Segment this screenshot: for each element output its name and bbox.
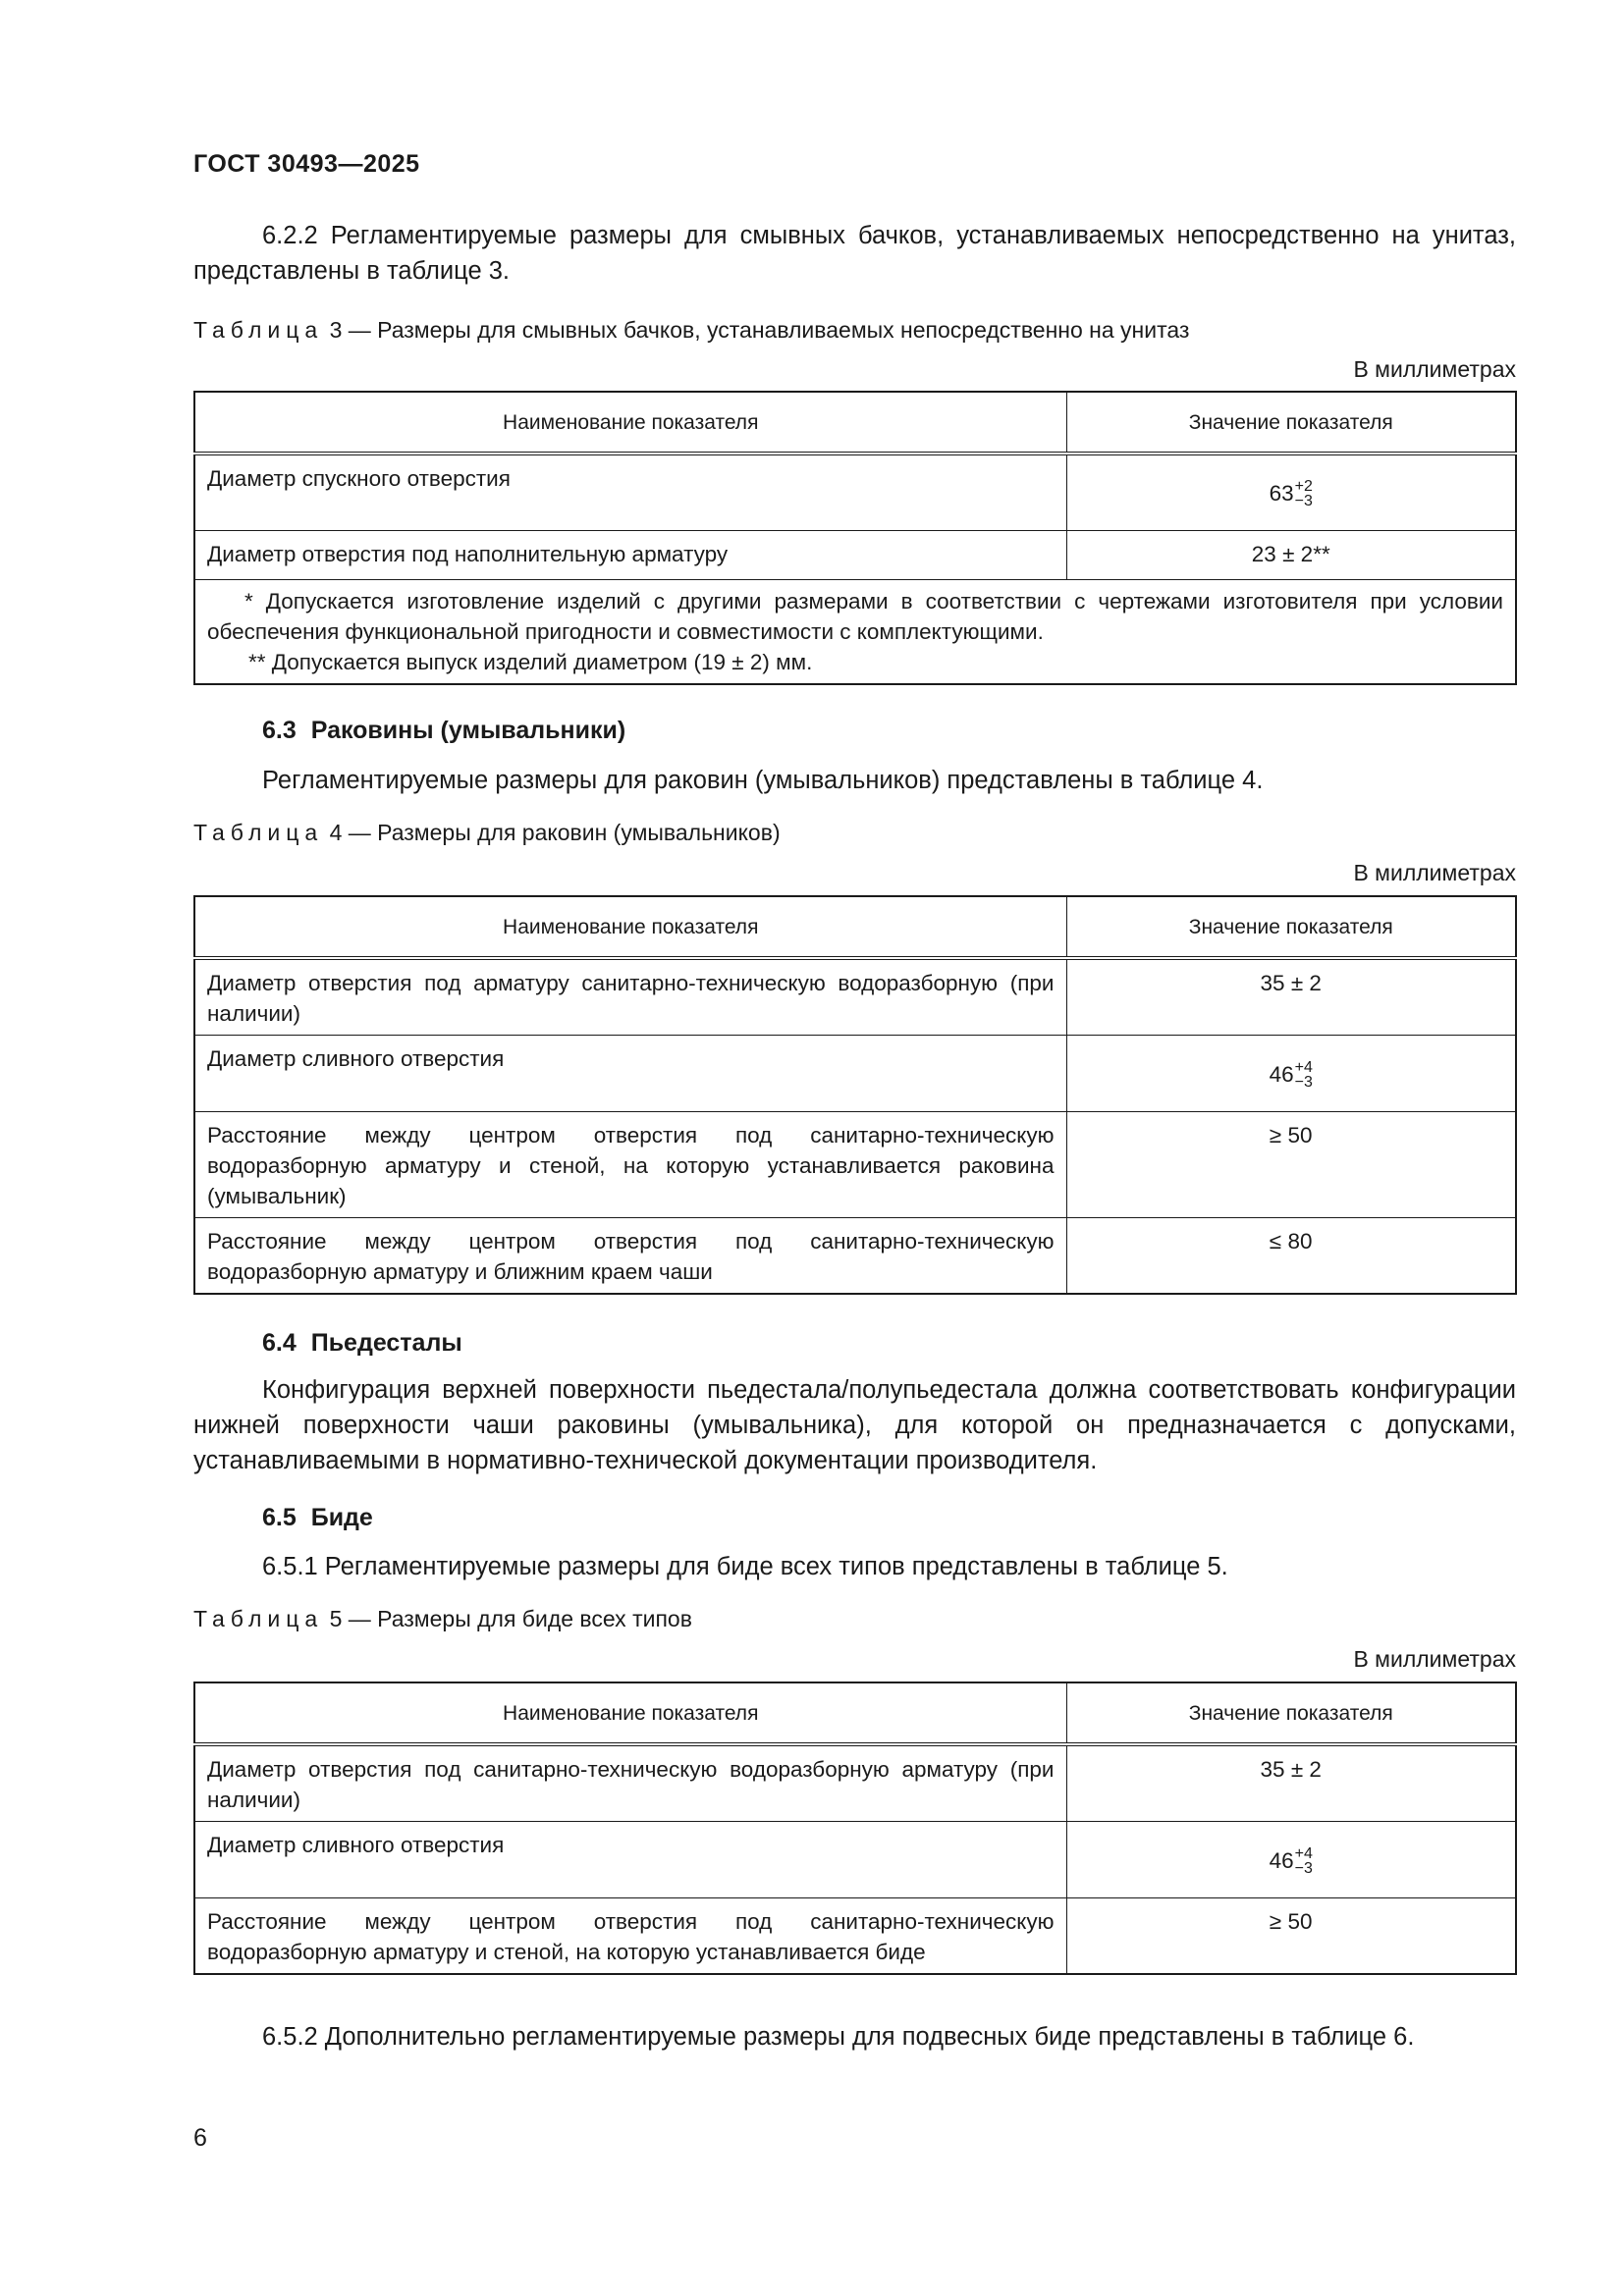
value-base: 46 bbox=[1269, 1848, 1294, 1873]
table-5-caption bbox=[193, 1606, 692, 1632]
value-base: 63 bbox=[1269, 481, 1294, 507]
section-title: Раковины (умывальники) bbox=[310, 717, 626, 744]
column-header-value: Значение показателя bbox=[1066, 1682, 1516, 1744]
table-row bbox=[194, 1744, 1516, 1822]
paragraph-text: Конфигурация верхней поверхности пьедестала/полупьедестала должна соответствовать конфигурации нижней поверхности чаши раковины (умывальника), для которой он предназначается с допусками, устанавливаемыми в нормативно-технической документации производителя. bbox=[193, 1376, 1516, 1474]
table-row bbox=[194, 530, 1516, 579]
table-caption-text: 5 — Размеры для биде всех типов bbox=[329, 1606, 692, 1631]
paragraph-6-3 bbox=[193, 763, 1516, 798]
paragraph-6-5-1 bbox=[193, 1549, 1516, 1584]
tolerance-upper: +4 bbox=[1294, 1058, 1313, 1076]
column-header-value: Значение показателя bbox=[1066, 392, 1516, 454]
section-title: Пьедесталы bbox=[310, 1329, 462, 1357]
table-row bbox=[194, 1036, 1516, 1112]
paragraph-text: Регламентируемые размеры для раковин (умывальников) представлены в таблице 4. bbox=[262, 767, 1264, 794]
row-value: 35 ± 2 bbox=[1066, 958, 1516, 1036]
tolerance-lower: −3 bbox=[1294, 1859, 1313, 1877]
column-header-name: Наименование показателя bbox=[194, 392, 1066, 454]
tolerance-lower: −3 bbox=[1294, 1073, 1313, 1091]
table-4-units: В миллиметрах bbox=[1353, 860, 1516, 885]
paragraph-6-5-2 bbox=[193, 2019, 1516, 2055]
page-number: 6 bbox=[193, 2124, 207, 2152]
table-row bbox=[194, 1218, 1516, 1295]
column-header-value: Значение показателя bbox=[1066, 896, 1516, 958]
section-heading-6-5 bbox=[262, 1504, 373, 1532]
table-row bbox=[194, 958, 1516, 1036]
paragraph-6-4 bbox=[193, 1372, 1516, 1478]
table-row bbox=[194, 1822, 1516, 1898]
tolerance-upper: +2 bbox=[1294, 477, 1313, 495]
table-4 bbox=[193, 895, 1517, 1295]
section-heading-6-4 bbox=[262, 1329, 462, 1358]
footnote-2: ** Допускается выпуск изделий диаметром (19 ± 2) мм. bbox=[248, 649, 813, 674]
row-name: Расстояние между центром отверстия под санитарно-техническую водоразборную арматуру и ближним краем чаши bbox=[194, 1218, 1066, 1295]
row-value bbox=[1066, 454, 1516, 530]
table-label: Таблица bbox=[193, 820, 324, 845]
row-value: ≥ 50 bbox=[1066, 1898, 1516, 1975]
table-row bbox=[194, 1112, 1516, 1218]
row-value: ≤ 80 bbox=[1066, 1218, 1516, 1295]
table-header-row bbox=[194, 896, 1516, 958]
section-number: 6.4 bbox=[262, 1329, 297, 1357]
section-title: Биде bbox=[310, 1504, 373, 1531]
table-5 bbox=[193, 1682, 1517, 1975]
table-3-caption bbox=[193, 317, 1189, 344]
paragraph-text: 6.5.1 Регламентируемые размеры для биде всех типов представлены в таблице 5. bbox=[262, 1553, 1228, 1580]
row-name: Расстояние между центром отверстия под санитарно-техническую водоразборную арматуру и стеной, на которую устанавливается биде bbox=[194, 1898, 1066, 1975]
row-name: Диаметр спускного отверстия bbox=[194, 454, 1066, 530]
tolerance-upper: +4 bbox=[1294, 1844, 1313, 1862]
row-name: Диаметр сливного отверстия bbox=[194, 1822, 1066, 1898]
section-number: 6.3 bbox=[262, 717, 297, 744]
table-notes-row bbox=[194, 579, 1516, 684]
row-value: 35 ± 2 bbox=[1066, 1744, 1516, 1822]
row-name: Диаметр отверстия под наполнительную арматуру bbox=[194, 530, 1066, 579]
table-label: Таблица bbox=[193, 317, 324, 343]
section-heading-6-3 bbox=[262, 717, 625, 745]
row-name: Диаметр отверстия под санитарно-техническую водоразборную арматуру (при наличии) bbox=[194, 1744, 1066, 1822]
document-header: ГОСТ 30493—2025 bbox=[193, 150, 420, 178]
paragraph-text: 6.2.2 Регламентируемые размеры для смывных бачков, устанавливаемых непосредственно на унитаз, представлены в таблице 3. bbox=[193, 222, 1516, 285]
value-base: 46 bbox=[1269, 1062, 1294, 1087]
row-value bbox=[1066, 1036, 1516, 1112]
table-3 bbox=[193, 391, 1517, 685]
column-header-name: Наименование показателя bbox=[194, 1682, 1066, 1744]
paragraph-6-2-2 bbox=[193, 218, 1516, 289]
table-caption-text: 4 — Размеры для раковин (умывальников) bbox=[329, 820, 781, 845]
table-5-units: В миллиметрах bbox=[1353, 1646, 1516, 1672]
row-name: Диаметр сливного отверстия bbox=[194, 1036, 1066, 1112]
row-value bbox=[1066, 1822, 1516, 1898]
column-header-name: Наименование показателя bbox=[194, 896, 1066, 958]
table-row bbox=[194, 454, 1516, 530]
row-name: Диаметр отверстия под арматуру санитарно-техническую водоразборную (при наличии) bbox=[194, 958, 1066, 1036]
paragraph-text: 6.5.2 Дополнительно регламентируемые размеры для подвесных биде представлены в таблице 6. bbox=[262, 2023, 1415, 2051]
row-value: ≥ 50 bbox=[1066, 1112, 1516, 1218]
table-header-row bbox=[194, 392, 1516, 454]
table-row bbox=[194, 1898, 1516, 1975]
table-4-caption bbox=[193, 820, 781, 846]
table-label: Таблица bbox=[193, 1606, 324, 1631]
table-header-row bbox=[194, 1682, 1516, 1744]
tolerance-lower: −3 bbox=[1294, 492, 1313, 509]
table-notes bbox=[194, 579, 1516, 684]
table-caption-text: 3 — Размеры для смывных бачков, устанавливаемых непосредственно на унитаз bbox=[329, 317, 1190, 343]
footnote-1: * Допускается изготовление изделий с другими размерами в соответствии с чертежами изготовителя при условии обеспечения функциональной пригодности и совместимости с комплектующими. bbox=[207, 588, 1503, 644]
table-3-units: В миллиметрах bbox=[1353, 356, 1516, 382]
row-name: Расстояние между центром отверстия под санитарно-техническую водоразборную арматуру и стеной, на которую устанавливается раковина (умывальник) bbox=[194, 1112, 1066, 1218]
row-value: 23 ± 2** bbox=[1066, 530, 1516, 579]
section-number: 6.5 bbox=[262, 1504, 297, 1531]
